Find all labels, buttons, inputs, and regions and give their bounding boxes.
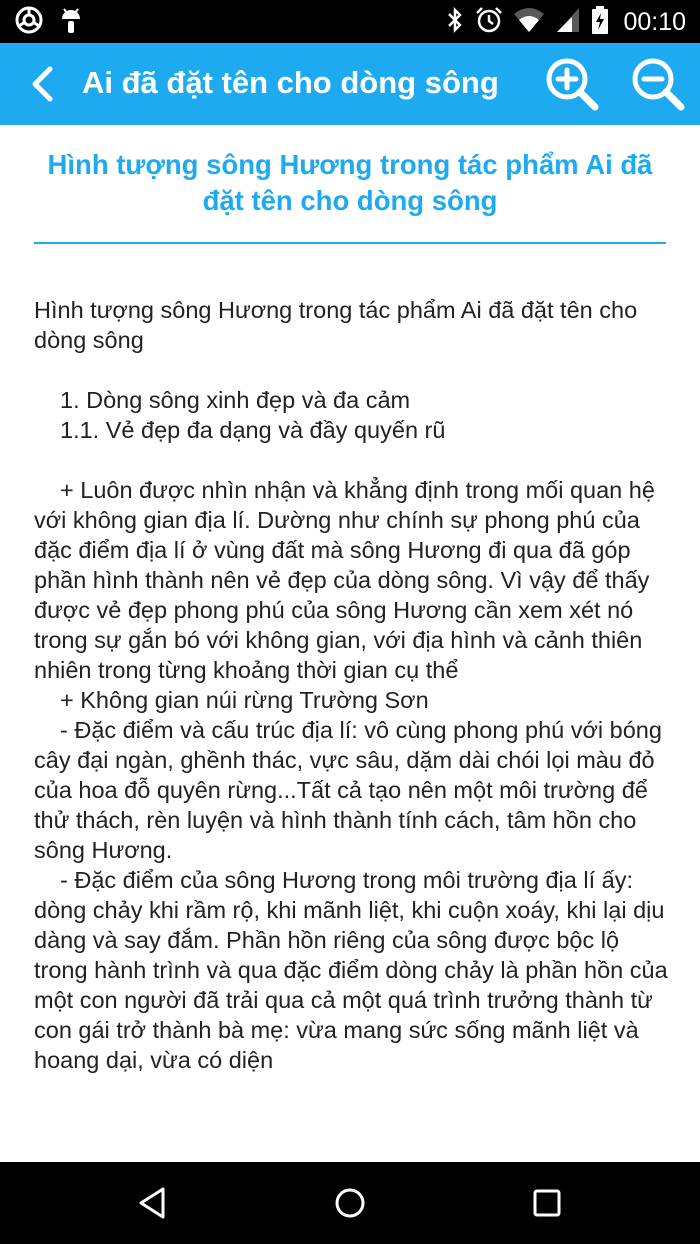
paragraph-text: - Đặc điểm và cấu trúc địa lí: vô cùng phong phú với bóng cây đại ngàn, ghềnh thác, vực sâu, dặm dài chói lọi màu đỏ của hoa đỗ quyên rừng...Tất cả tạo nên một môi trường để thử thách, rèn luyện và hình thành tính cách, tâm hồn cho sông Hương. — [34, 717, 662, 863]
paragraph — [34, 475, 674, 685]
zoom-out-button[interactable] — [629, 55, 687, 113]
bluetooth-icon — [445, 5, 465, 39]
zoom-in-icon — [543, 55, 601, 113]
app-title: Ai đã đặt tên cho dòng sông — [82, 65, 499, 100]
spacer — [34, 445, 674, 475]
navigation-bar — [0, 1162, 700, 1244]
wifi-icon — [513, 6, 545, 38]
article-intro: Hình tượng sông Hương trong tác phẩm Ai đã đặt tên cho dòng sông — [34, 297, 638, 353]
back-arrow-icon — [22, 62, 66, 106]
back-button[interactable] — [22, 62, 66, 106]
battery-icon — [591, 5, 609, 39]
zoom-in-button[interactable] — [543, 55, 601, 113]
status-right-icons — [445, 6, 686, 38]
status-left-icons — [14, 6, 84, 38]
section-heading: 1. Dòng sông xinh đẹp và đa cảm — [60, 387, 411, 413]
nav-back-button[interactable] — [133, 1183, 173, 1223]
nav-home-icon — [330, 1183, 370, 1223]
signal-icon — [555, 6, 581, 38]
chrome-like-icon — [14, 5, 44, 39]
status-time: 00:10 — [623, 7, 686, 36]
android-icon — [58, 5, 84, 39]
nav-recent-button[interactable] — [527, 1183, 567, 1223]
paragraph-text: + Không gian núi rừng Trường Sơn — [60, 687, 429, 713]
title-divider — [34, 242, 666, 244]
paragraph-text: - Đặc điểm của sông Hương trong môi trường địa lí ấy: dòng chảy khi rầm rộ, khi mãnh liệt, khi cuộn xoáy, khi lại dịu dàng và say đắm. Phần hồn riêng của sông được bộc lộ trong hành trình và qua đặc điểm dòng chảy là phần hồn của một con người đã trải qua cả một quá trình trưởng thành từ con gái trở thành bà mẹ: vừa mang sức sống mãnh liệt và hoang dại, vừa có diện — [34, 867, 668, 1073]
article-title: Hình tượng sông Hương trong tác phẩm Ai đã đặt tên cho dòng sông — [47, 149, 653, 216]
paragraph-text: + Luôn được nhìn nhận và khẳng định trong mối quan hệ với không gian địa lí. Dường như chính sự phong phú của đặc điểm địa lí ở vùng đất mà sông Hương đi qua đã góp phần hình thành nên vẻ đẹp của dòng sông. Vì vậy để thấy được vẻ đẹp phong phú của sông Hương cần xem xét nó trong sự gắn bó với không gian, với địa hình và cảnh thiên nhiên trong từng khoảng thời gian cụ thể — [34, 477, 655, 683]
paragraph — [34, 865, 674, 1075]
nav-recent-icon — [527, 1183, 567, 1223]
status-bar — [0, 0, 700, 43]
nav-home-button[interactable] — [330, 1183, 370, 1223]
alarm-icon — [475, 5, 503, 39]
paragraph — [34, 685, 674, 715]
spacer — [34, 355, 674, 385]
app-bar — [0, 43, 700, 125]
article-content[interactable] — [0, 125, 700, 1092]
paragraph — [34, 715, 674, 865]
zoom-out-icon — [629, 55, 687, 113]
subsection-heading: 1.1. Vẻ đẹp đa dạng và đầy quyến rũ — [60, 417, 446, 443]
nav-back-icon — [133, 1183, 173, 1223]
article-body — [34, 295, 674, 1075]
